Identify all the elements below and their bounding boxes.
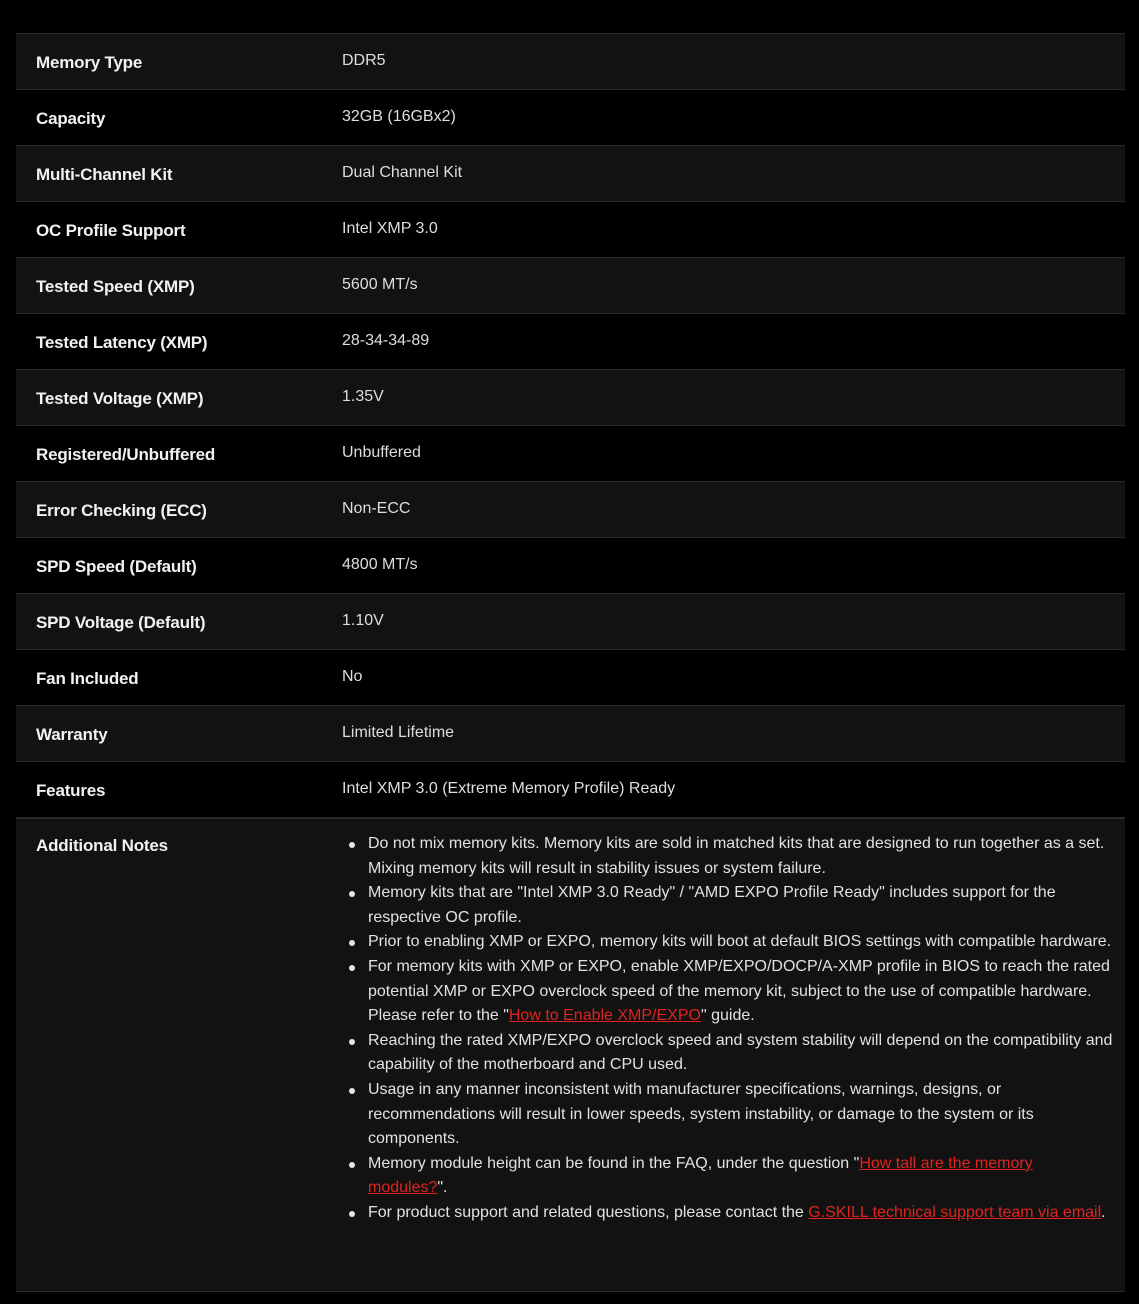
spec-row bbox=[16, 369, 1125, 425]
spec-label: Registered/Unbuffered bbox=[36, 444, 216, 464]
spec-row bbox=[16, 649, 1125, 705]
spec-value: 1.35V bbox=[342, 387, 384, 405]
spec-row bbox=[16, 313, 1125, 369]
note-item bbox=[342, 1029, 1115, 1078]
spec-row bbox=[16, 145, 1125, 201]
spec-value: 4800 MT/s bbox=[342, 555, 418, 573]
spec-table bbox=[16, 33, 1125, 1292]
note-item bbox=[342, 832, 1115, 881]
note-text: " guide. bbox=[700, 1007, 755, 1025]
spec-row bbox=[16, 537, 1125, 593]
spec-value: Unbuffered bbox=[342, 443, 421, 461]
note-text: . bbox=[1101, 1203, 1106, 1221]
bullet-icon bbox=[349, 1039, 355, 1045]
additional-notes-row bbox=[16, 818, 1125, 1292]
spec-value: Intel XMP 3.0 (Extreme Memory Profile) Ready bbox=[342, 779, 676, 797]
spec-value: 1.10V bbox=[342, 611, 384, 629]
note-item bbox=[342, 930, 1115, 955]
spec-row bbox=[16, 761, 1125, 818]
note-item bbox=[342, 1078, 1115, 1152]
spec-value: No bbox=[342, 667, 363, 685]
bullet-icon bbox=[349, 940, 355, 946]
bullet-icon bbox=[349, 842, 355, 848]
bullet-icon bbox=[349, 1162, 355, 1168]
spec-value bbox=[342, 819, 1125, 1228]
bullet-icon bbox=[349, 1088, 355, 1094]
spec-label: Multi-Channel Kit bbox=[36, 164, 173, 184]
note-link[interactable]: How to Enable XMP/EXPO bbox=[508, 1007, 701, 1025]
spec-row bbox=[16, 593, 1125, 649]
spec-label: SPD Voltage (Default) bbox=[36, 612, 206, 632]
spec-value: 32GB (16GBx2) bbox=[342, 107, 456, 125]
spec-label: Tested Speed (XMP) bbox=[36, 276, 195, 296]
spec-value: Intel XMP 3.0 bbox=[342, 219, 438, 237]
notes-list bbox=[342, 819, 1125, 1226]
spec-label: Error Checking (ECC) bbox=[36, 500, 207, 520]
spec-row bbox=[16, 89, 1125, 145]
note-text: ". bbox=[437, 1179, 448, 1197]
note-text: For product support and related questions, please contact the bbox=[368, 1203, 809, 1221]
spec-value: 28-34-34-89 bbox=[342, 331, 430, 349]
spec-label: OC Profile Support bbox=[36, 220, 186, 240]
spec-label: Memory Type bbox=[36, 52, 143, 72]
spec-row bbox=[16, 481, 1125, 537]
spec-value: Non-ECC bbox=[342, 499, 411, 517]
note-item bbox=[342, 881, 1115, 930]
bullet-icon bbox=[349, 1211, 355, 1217]
spec-rows bbox=[16, 33, 1125, 818]
note-link[interactable]: How tall are the memory modules? bbox=[368, 1154, 1033, 1197]
note-item bbox=[342, 1152, 1115, 1201]
spec-label: Tested Latency (XMP) bbox=[36, 332, 208, 352]
spec-label: Capacity bbox=[36, 108, 106, 128]
spec-label: Fan Included bbox=[36, 668, 139, 688]
note-text: Usage in any manner inconsistent with manufacturer specifications, warnings, designs, or recommendations will result in lower speeds, system instability, or damage to the system or its components. bbox=[368, 1080, 1034, 1148]
bullet-icon bbox=[349, 965, 355, 971]
spec-row bbox=[16, 705, 1125, 761]
spec-label: Tested Voltage (XMP) bbox=[36, 388, 204, 408]
spec-value: 5600 MT/s bbox=[342, 275, 418, 293]
spec-label: Warranty bbox=[36, 724, 108, 744]
note-link[interactable]: G.SKILL technical support team via email bbox=[808, 1203, 1102, 1221]
spec-row bbox=[16, 425, 1125, 481]
spec-row bbox=[16, 201, 1125, 257]
note-text: For memory kits with XMP or EXPO, enable XMP/EXPO/DOCP/A-XMP profile in BIOS to reach the rated potential XMP or EXPO overclock speed of the memory kit, subject to the use of compatible hardware. Please refer to the " bbox=[368, 957, 1110, 1025]
spec-value: DDR5 bbox=[342, 51, 386, 69]
note-text: Memory kits that are "Intel XMP 3.0 Ready" / "AMD EXPO Profile Ready" includes support for the respective OC profile. bbox=[368, 884, 1056, 926]
note-item bbox=[342, 1201, 1115, 1226]
spec-label: Features bbox=[36, 780, 106, 800]
note-text: Do not mix memory kits. Memory kits are sold in matched kits that are designed to run together as a set. Mixing memory kits will result in stability issues or system failure. bbox=[368, 835, 1105, 877]
spec-value: Dual Channel Kit bbox=[342, 163, 463, 181]
spec-value: Limited Lifetime bbox=[342, 723, 455, 741]
note-text: Prior to enabling XMP or EXPO, memory kits will boot at default BIOS settings with compatible hardware. bbox=[368, 933, 1112, 951]
spec-label: SPD Speed (Default) bbox=[36, 556, 197, 576]
spec-row bbox=[16, 33, 1125, 89]
note-text: Memory module height can be found in the FAQ, under the question " bbox=[368, 1154, 860, 1172]
spec-row bbox=[16, 257, 1125, 313]
bullet-icon bbox=[349, 891, 355, 897]
note-text: Reaching the rated XMP/EXPO overclock speed and system stability will depend on the compatibility and capability of the motherboard and CPU used. bbox=[368, 1031, 1113, 1074]
note-item bbox=[342, 955, 1115, 1029]
spec-label: Additional Notes bbox=[36, 836, 168, 855]
